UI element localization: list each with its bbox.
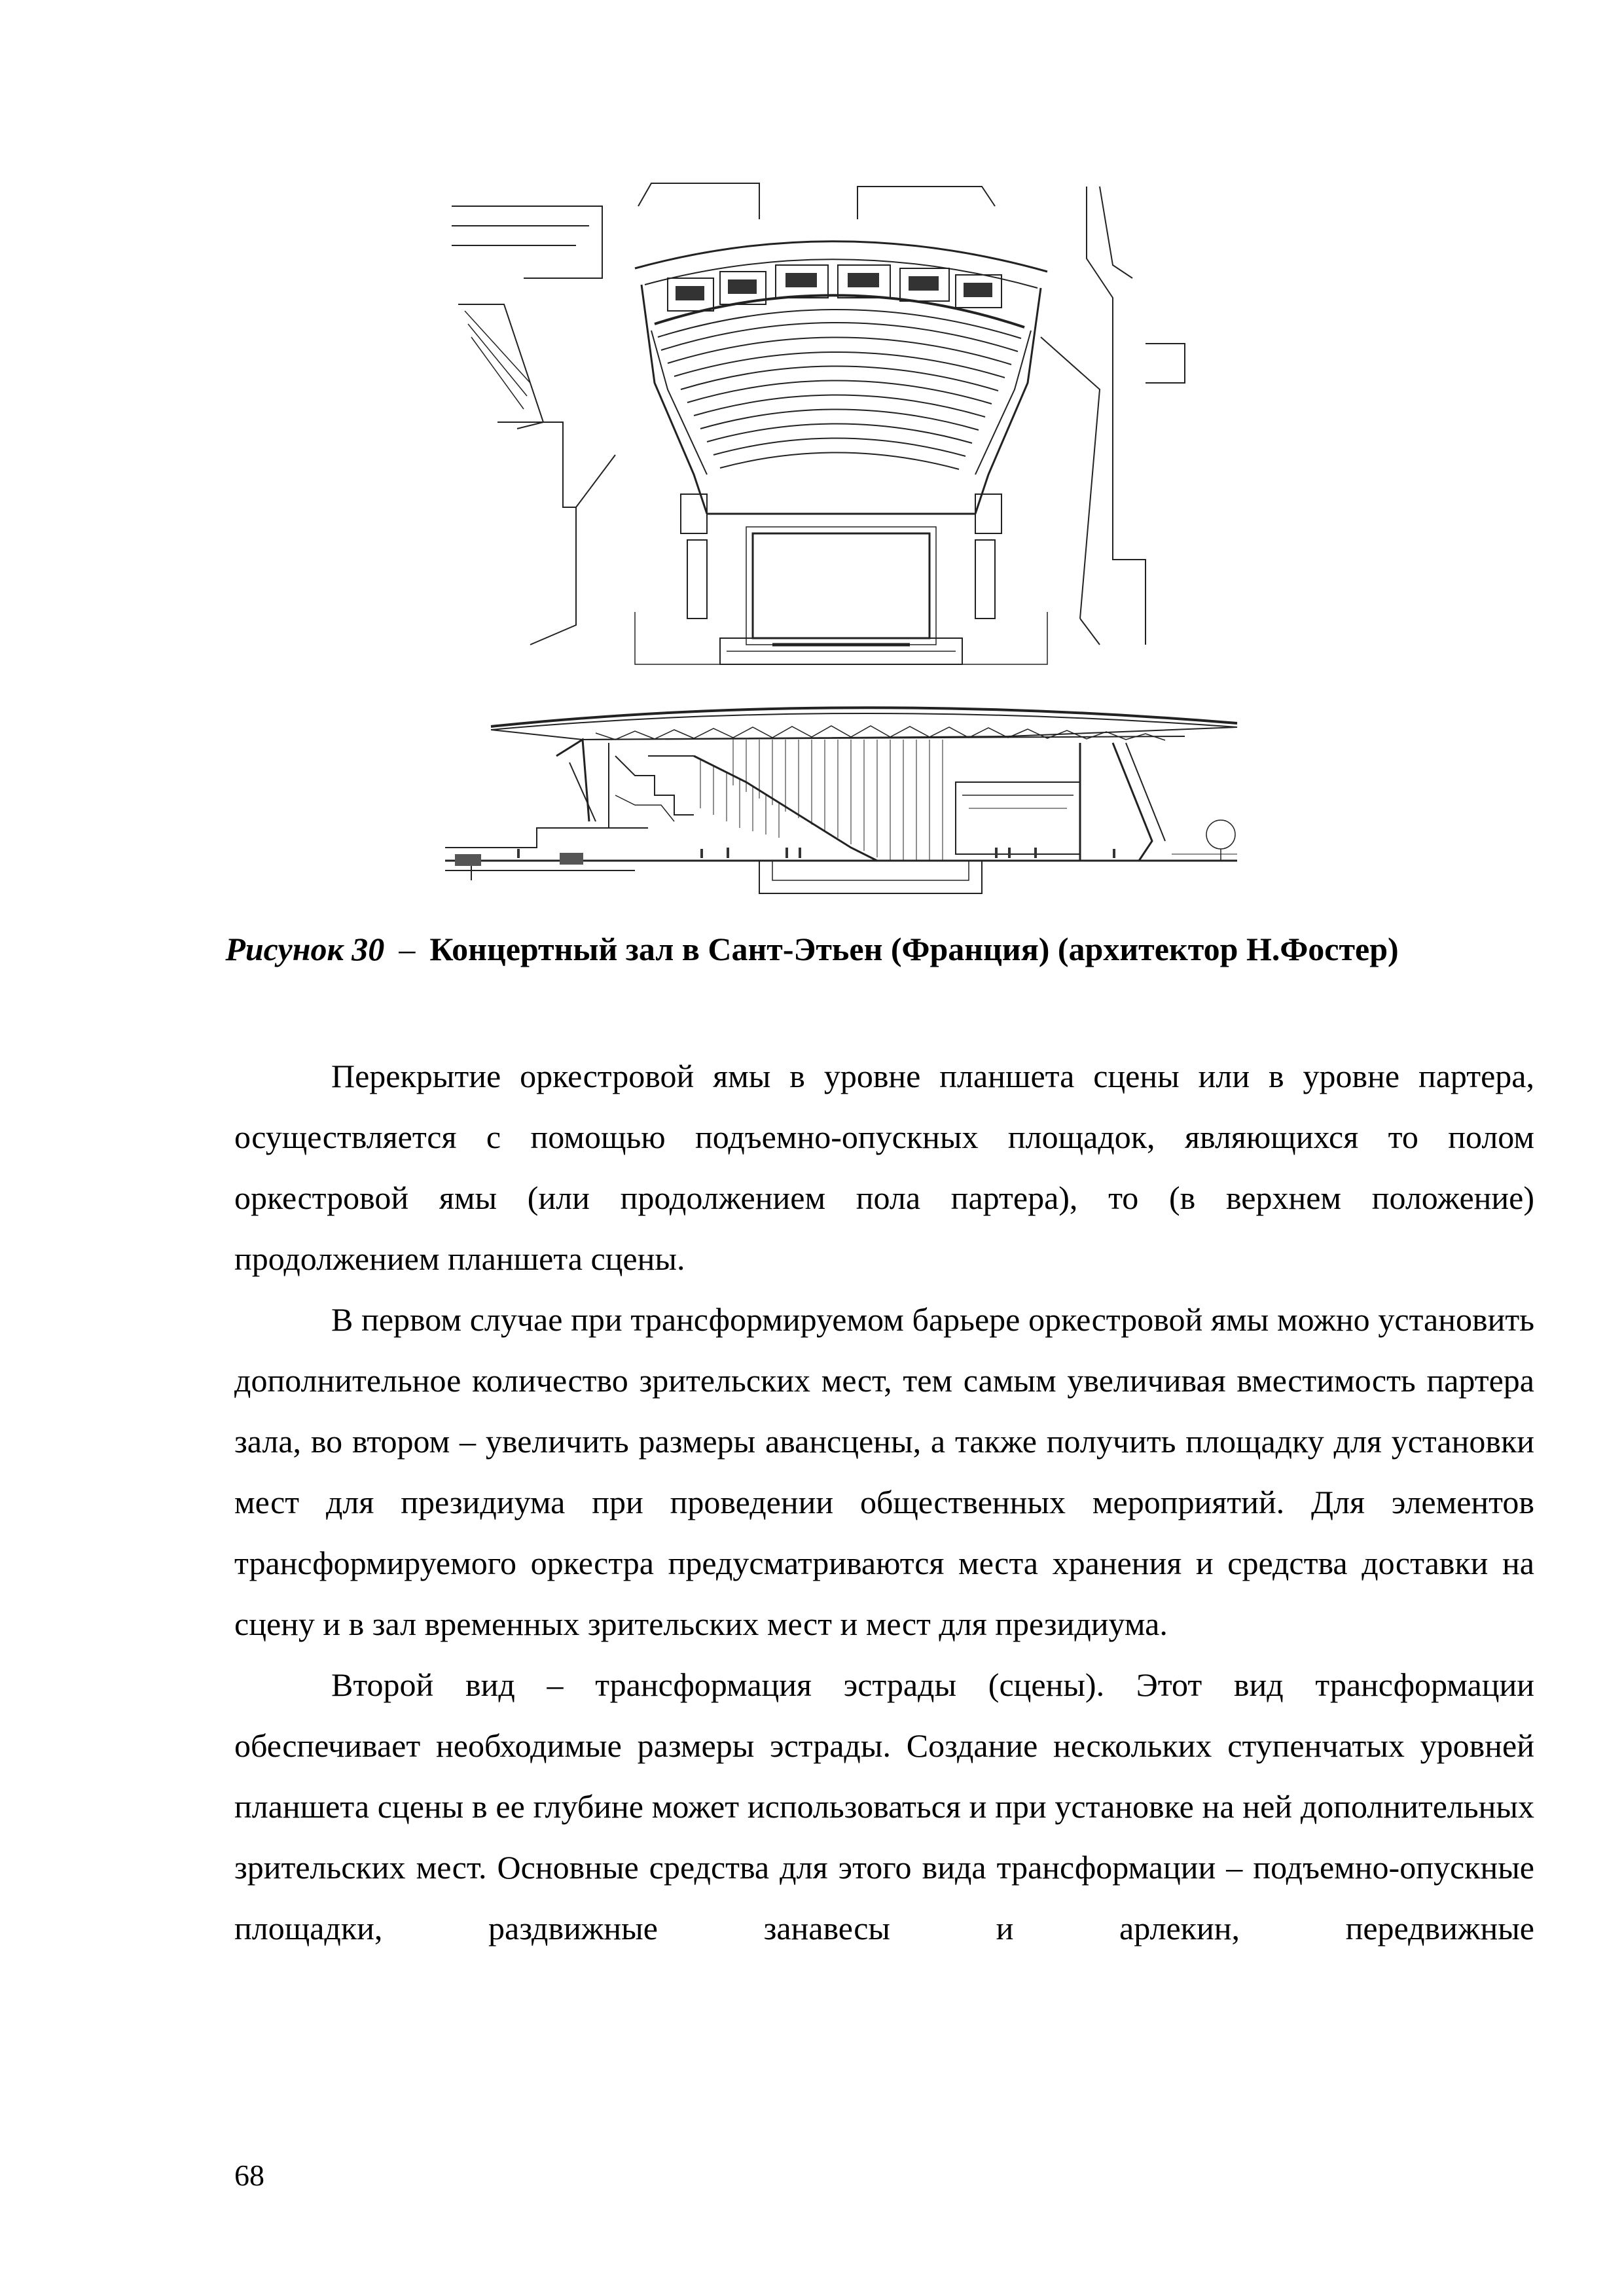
paragraph-2: В первом случае при трансформируемом барьере оркестровой ямы можно установить дополнительное количество зрительских мест, тем самым увеличивая вместимость партера зала, во втором – увеличить размеры авансцены, а также получить площадку для установки мест для президиума при проведении общественных мероприятий. Для элементов трансформируемого оркестра предусматриваются места хранения и средства доставки на сцену и в зал временных зрительских мест и мест для президиума.: [234, 1301, 1534, 1642]
paragraph-1: Перекрытие оркестровой ямы в уровне планшета сцены или в уровне партера, осуществляется с помощью подъемно-опускных площадок, являющихся то полом оркестровой ямы (или продолжением пола партера), то (в верхнем положение) продолжением планшета сцены.: [234, 1058, 1534, 1277]
figure-caption: [0, 928, 1624, 970]
page-number: 68: [234, 2159, 264, 2192]
floor-plan: [452, 183, 1185, 664]
section-drawing: [445, 708, 1237, 893]
figure-drawing: [419, 167, 1276, 906]
figure-title: Концертный зал в Сант-Этьен (Франция) (архитектор Н.Фостер): [429, 931, 1399, 967]
figure-dash: –: [399, 931, 416, 967]
paragraph-3: Второй вид – трансформация эстрады (сцены). Этот вид трансформации обеспечивает необходимые размеры эстрады. Создание нескольких ступенчатых уровней планшета сцены в ее глубине может использоваться и при установке на ней дополнительных зрительских мест. Основные средства для этого вида трансформации – подъемно-опускные площадки, раздвижные занавесы и арлекин, передвижные: [234, 1666, 1534, 1946]
body-text: [234, 1046, 1534, 1959]
figure-label: Рисунок 30: [225, 931, 385, 967]
